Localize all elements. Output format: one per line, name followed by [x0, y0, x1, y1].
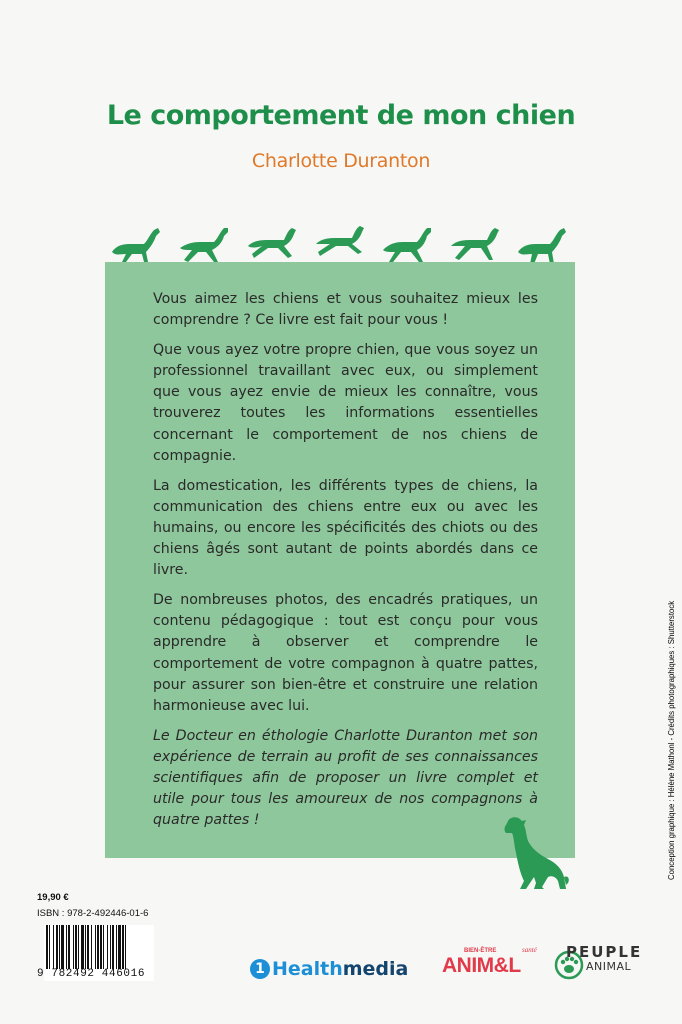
blurb-paragraph-2: Que vous ayez votre propre chien, que vous soyez un professionnel travaillant avec eux, ou simplement que vous ayez envie de mieux les connaître, vous trouverez toutes les informations essentielles concernant le comportement de nos chiens de compagnie. — [153, 342, 538, 464]
barcode-bar — [73, 925, 74, 969]
barcode-bar — [61, 925, 64, 969]
barcode-bar — [85, 925, 86, 969]
barcode-bar — [59, 925, 60, 969]
barcode-bar — [49, 925, 50, 969]
healthmedia-word-2: media — [342, 958, 409, 980]
barcode-bar — [81, 925, 84, 969]
barcode-bar — [95, 925, 96, 969]
healthmedia-word-1: Health — [272, 958, 343, 980]
animal-logo-sante: santé — [522, 946, 537, 954]
healthmedia-logo — [250, 956, 408, 982]
barcode-bar — [118, 925, 121, 969]
barcode-bar — [87, 925, 89, 969]
barcode-bar — [107, 925, 108, 969]
author-name: Charlotte Duranton — [251, 150, 431, 172]
barcode-bar — [116, 925, 117, 969]
bien-etre-animal-logo — [442, 948, 538, 980]
healthmedia-badge-icon: 1 — [250, 959, 270, 979]
barcode-digits: 9 782492 446016 — [37, 968, 146, 980]
blurb-paragraph-4: De nombreuses photos, des encadrés pratiques, un contenu pédagogique : tout est conçu pour vous apprendre à observer et comprendre le comportement de votre compagnon à quatre pattes, pour assurer son bien-être et construire une relation harmonieuse avec lui. — [153, 592, 538, 714]
sitting-dog-icon — [500, 815, 572, 891]
barcode-bar — [78, 925, 79, 969]
photo-credit: Conception graphique : Hélène Mathonl - Crédits photographiques : Shutterstock — [667, 600, 676, 880]
animal-word: ANIMAL — [586, 960, 632, 973]
blurb — [153, 289, 538, 840]
blurb-paragraph-3: La domestication, les différents types de chiens, la communication des chiens entre eux ou avec les humains, ou encore les spécificités des chiots ou des chiens âgés sont autant de points abordés dans ce livre. — [153, 477, 538, 579]
peuple-word: PEUPLE — [566, 943, 643, 961]
barcode-bar — [112, 925, 114, 969]
barcode-bar — [46, 925, 48, 969]
blurb-paragraph-1: Vous aimez les chiens et vous souhaitez mieux les comprendre ? Ce livre est fait pour vous ! — [153, 291, 538, 329]
animal-logo-wordmark: ANIM&L — [442, 954, 521, 977]
barcode-bar — [56, 925, 58, 969]
barcode-bar — [91, 925, 92, 969]
barcode-bar — [110, 925, 111, 969]
barcode-bar — [75, 925, 77, 969]
price-label: 19,90 € — [37, 892, 69, 903]
barcode-bar — [53, 925, 54, 969]
barcode-bar — [103, 925, 104, 969]
animal-logo-tagline: BIEN-ÊTRE — [464, 948, 497, 954]
barcode-bar — [100, 925, 102, 969]
barcode-bar — [122, 925, 124, 969]
barcode-bar — [66, 925, 67, 969]
barcode-bar — [125, 925, 126, 969]
isbn-label: ISBN : 978-2-492446-01-6 — [37, 908, 149, 919]
peuple-animal-logo — [554, 940, 643, 984]
blurb-author-note: Le Docteur en éthologie Charlotte Duranton met son expérience de terrain au profit de ses connaissances scientifiques afin de proposer un livre complet et utile pour tous les amoureux de nos compagnons à quatre pattes ! — [153, 727, 538, 829]
barcode-bar — [68, 925, 70, 969]
book-title: Le comportement de mon chien — [106, 100, 576, 131]
barcode-bar — [97, 925, 99, 969]
